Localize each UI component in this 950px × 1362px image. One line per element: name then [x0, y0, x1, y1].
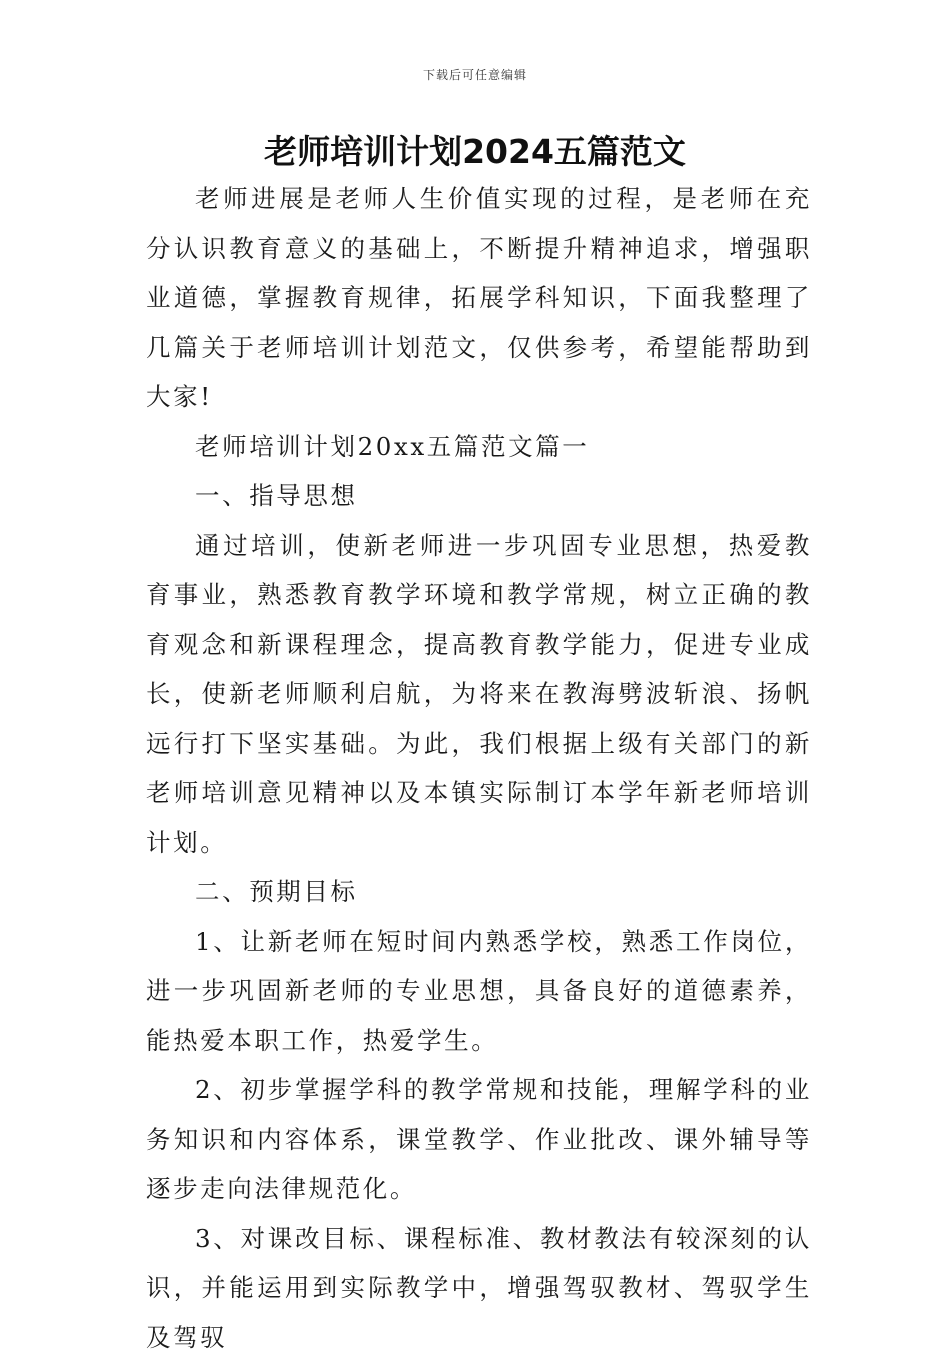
part1-heading: 一、指导思想 [146, 471, 812, 521]
goal-paragraph-1: 1、让新老师在短时间内熟悉学校，熟悉工作岗位，进一步巩固新老师的专业思想，具备良好的道德素养，能热爱本职工作，热爱学生。 [146, 917, 812, 1066]
section-title: 老师培训计划20xx五篇范文篇一 [146, 422, 812, 472]
part2-heading: 二、预期目标 [146, 867, 812, 917]
header-note: 下载后可任意编辑 [0, 66, 950, 83]
part1-paragraph: 通过培训，使新老师进一步巩固专业思想，热爱教育事业，熟悉教育教学环境和教学常规，树立正确的教育观念和新课程理念，提高教育教学能力，促进专业成长，使新老师顺利启航，为将来在教海劈波斩浪、扬帆远行打下坚实基础。为此，我们根据上级有关部门的新老师培训意见精神以及本镇实际制订本学年新老师培训计划。 [146, 521, 812, 868]
intro-paragraph: 老师进展是老师人生价值实现的过程，是老师在充分认识教育意义的基础上，不断提升精神追求，增强职业道德，掌握教育规律，拓展学科知识，下面我整理了几篇关于老师培训计划范文，仅供参考，希望能帮助到大家! [146, 174, 812, 422]
goal-paragraph-2: 2、初步掌握学科的教学常规和技能，理解学科的业务知识和内容体系，课堂教学、作业批改、课外辅导等逐步走向法律规范化。 [146, 1065, 812, 1214]
document-title: 老师培训计划2024五篇范文 [0, 126, 950, 178]
goal-paragraph-3: 3、对课改目标、课程标准、教材教法有较深刻的认识，并能运用到实际教学中，增强驾驭教材、驾驭学生及驾驭 [146, 1214, 812, 1362]
document-body [146, 174, 812, 1362]
